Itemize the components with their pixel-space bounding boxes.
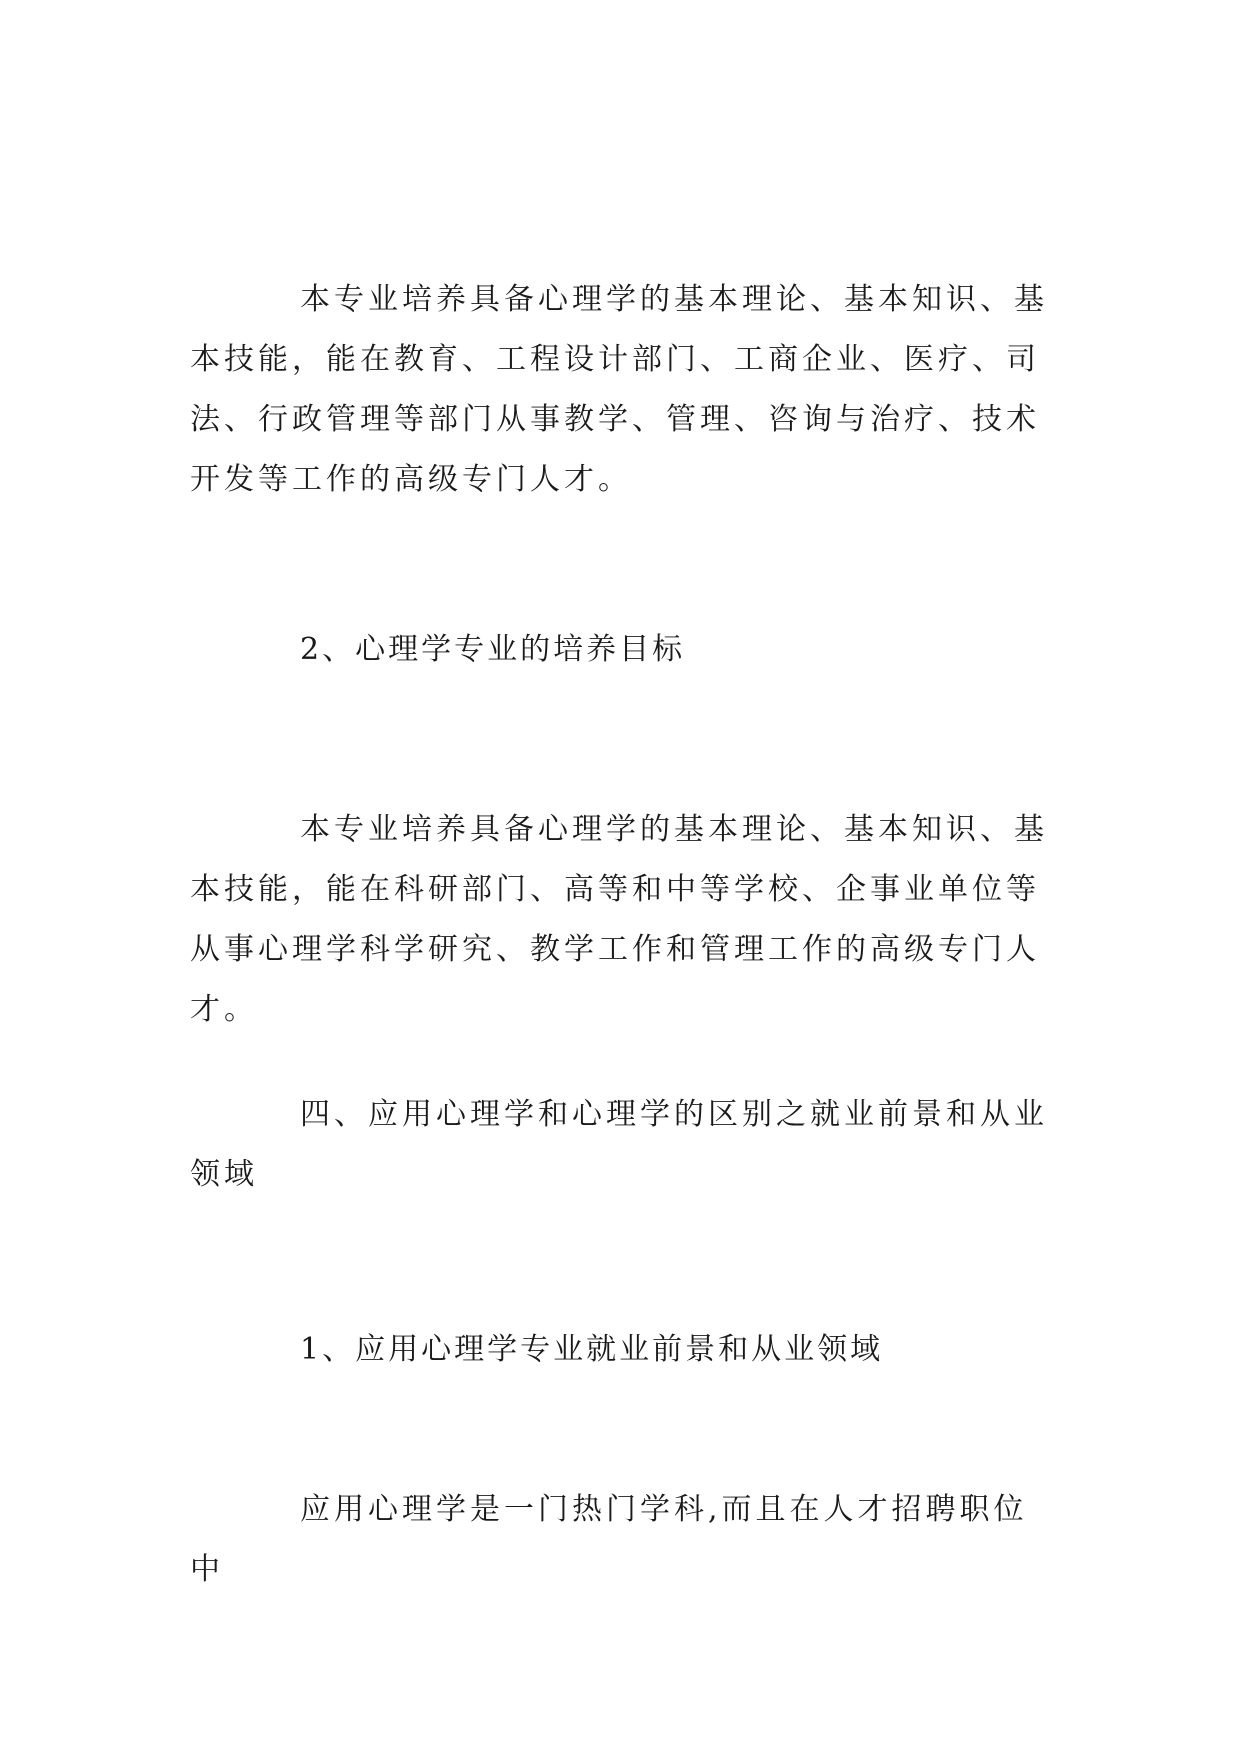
subsection-heading: 1、应用心理学专业就业前景和从业领域 [300, 1332, 884, 1367]
section-heading: 四、应用心理学和心理学的区别之就业前景和从业领域 [190, 1097, 1048, 1192]
section-heading: 2、心理学专业的培养目标 [300, 632, 686, 667]
body-paragraph: 本专业培养具备心理学的基本理论、基本知识、基本技能，能在教育、工程设计部门、工商企业、医疗、司法、行政管理等部门从事教学、管理、咨询与治疗、技术开发等工作的高级专门人才。 [190, 282, 1048, 497]
body-paragraph: 本专业培养具备心理学的基本理论、基本知识、基本技能，能在科研部门、高等和中等学校、企事业单位等从事心理学科学研究、教学工作和管理工作的高级专门人才。 [190, 812, 1048, 1027]
body-paragraph: 应用心理学是一门热门学科,而且在人才招聘职位中 [190, 1492, 1028, 1587]
